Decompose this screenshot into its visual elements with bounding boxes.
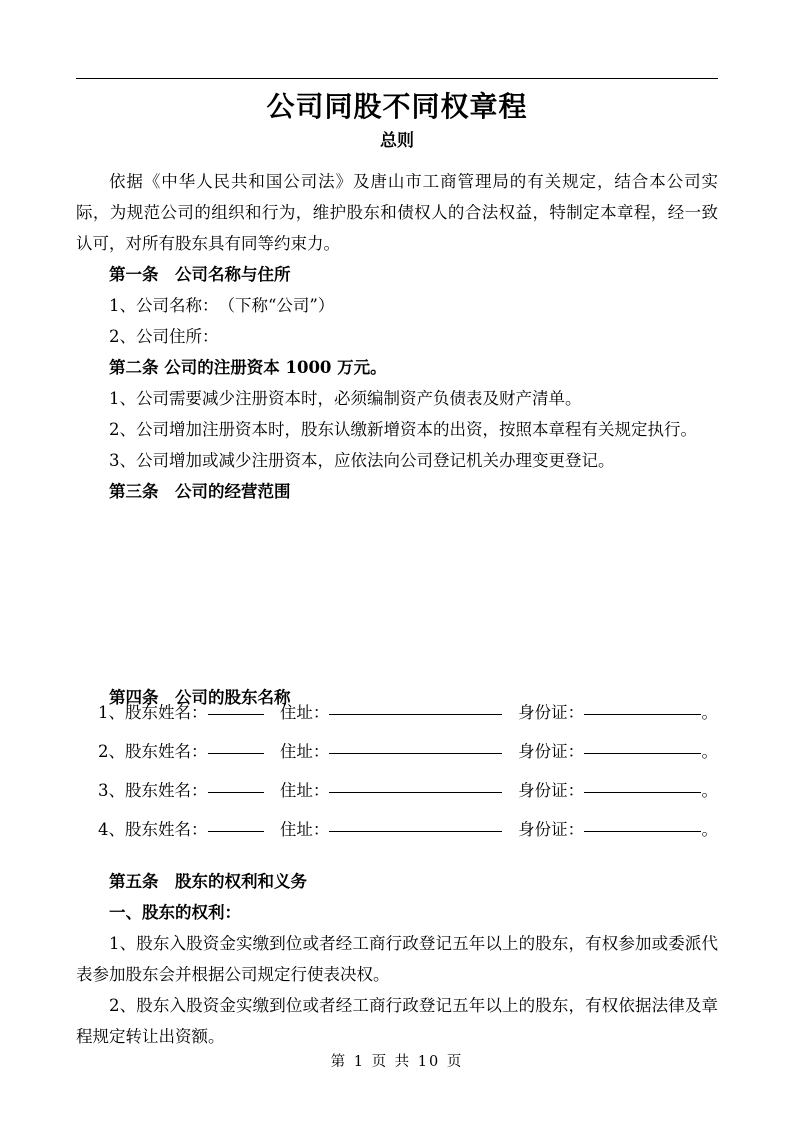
shareholder-address-input[interactable] bbox=[329, 830, 502, 832]
shareholder-name-label: 股东姓名： bbox=[125, 781, 208, 800]
row-terminator: 。 bbox=[701, 742, 718, 761]
shareholder-list bbox=[76, 703, 718, 859]
shareholder-name-input[interactable] bbox=[208, 791, 264, 793]
shareholder-id-input[interactable] bbox=[584, 830, 701, 832]
shareholder-name-input[interactable] bbox=[208, 713, 264, 715]
shareholder-address-label: 住址： bbox=[279, 703, 330, 722]
shareholder-id-input[interactable] bbox=[584, 752, 701, 754]
table-row bbox=[76, 820, 718, 859]
shareholder-address-input[interactable] bbox=[329, 713, 502, 715]
shareholder-id-label: 身份证： bbox=[518, 742, 585, 761]
article-five-subheading: 一、股东的权利： bbox=[109, 903, 241, 922]
section-heading-article-two: 第二条 公司的注册资本 1000 万元。 bbox=[109, 358, 387, 377]
document-subtitle: 总则 bbox=[380, 131, 414, 151]
shareholder-address-label: 住址： bbox=[279, 820, 330, 839]
document-body bbox=[76, 166, 718, 713]
shareholder-index: 3、 bbox=[98, 781, 125, 800]
article-five-block bbox=[76, 866, 718, 1052]
shareholder-name-label: 股东姓名： bbox=[125, 820, 208, 839]
article-one-item-1: 1、公司名称： （下称“公司”） bbox=[109, 296, 335, 315]
shareholder-address-input[interactable] bbox=[329, 752, 502, 754]
section-heading-article-four: 第四条 公司的股东名称 bbox=[109, 688, 291, 707]
shareholder-index: 1、 bbox=[98, 703, 125, 722]
section-heading-article-one: 第一条 公司名称与住所 bbox=[109, 265, 291, 284]
header-rule-divider bbox=[76, 78, 718, 79]
shareholder-address-label: 住址： bbox=[279, 781, 330, 800]
article-five-item-2: 2、股东入股资金实缴到位或者经工商行政登记五年以上的股东，有权依据法律及章程规定转让出资额。 bbox=[76, 996, 718, 1046]
shareholder-address-label: 住址： bbox=[279, 742, 330, 761]
shareholder-address-input[interactable] bbox=[329, 791, 502, 793]
table-row bbox=[76, 742, 718, 781]
article-two-item-1: 1、公司需要减少注册资本时，必须编制资产负债表及财产清单。 bbox=[109, 389, 582, 408]
shareholder-id-label: 身份证： bbox=[518, 703, 585, 722]
shareholder-id-input[interactable] bbox=[584, 791, 701, 793]
shareholder-id-label: 身份证： bbox=[518, 781, 585, 800]
section-heading-article-five: 第五条 股东的权利和义务 bbox=[109, 872, 307, 891]
section-heading-article-three: 第三条 公司的经营范围 bbox=[109, 482, 291, 501]
shareholder-id-label: 身份证： bbox=[518, 820, 585, 839]
shareholder-name-input[interactable] bbox=[208, 830, 264, 832]
article-two-item-3: 3、公司增加或减少注册资本，应依法向公司登记机关办理变更登记。 bbox=[109, 451, 615, 470]
shareholder-name-label: 股东姓名： bbox=[125, 703, 208, 722]
article-two-item-2: 2、公司增加注册资本时，股东认缴新增资本的出资，按照本章程有关规定执行。 bbox=[109, 420, 697, 439]
shareholder-name-input[interactable] bbox=[208, 752, 264, 754]
preamble-paragraph: 依据《中华人民共和国公司法》及唐山市工商管理局的有关规定，结合本公司实际，为规范公司的组织和行为，维护股东和债权人的合法权益，特制定本章程，经一致认可，对所有股东具有同等约束力。 bbox=[76, 172, 718, 253]
table-row bbox=[76, 703, 718, 742]
row-terminator: 。 bbox=[701, 781, 718, 800]
blank-business-scope-area bbox=[76, 507, 718, 682]
article-five-item-1: 1、股东入股资金实缴到位或者经工商行政登记五年以上的股东，有权参加或委派代表参加股东会并根据公司规定行使表决权。 bbox=[76, 934, 718, 984]
page-footer: 第 1 页 共 10 页 bbox=[330, 1054, 464, 1070]
row-terminator: 。 bbox=[701, 820, 718, 839]
article-one-item-2: 2、公司住所： bbox=[109, 327, 219, 346]
page-title: 公司同股不同权章程 bbox=[266, 90, 528, 123]
shareholder-index: 4、 bbox=[98, 820, 125, 839]
shareholder-id-input[interactable] bbox=[584, 713, 701, 715]
row-terminator: 。 bbox=[701, 703, 718, 722]
shareholder-index: 2、 bbox=[98, 742, 125, 761]
table-row bbox=[76, 781, 718, 820]
shareholder-name-label: 股东姓名： bbox=[125, 742, 208, 761]
